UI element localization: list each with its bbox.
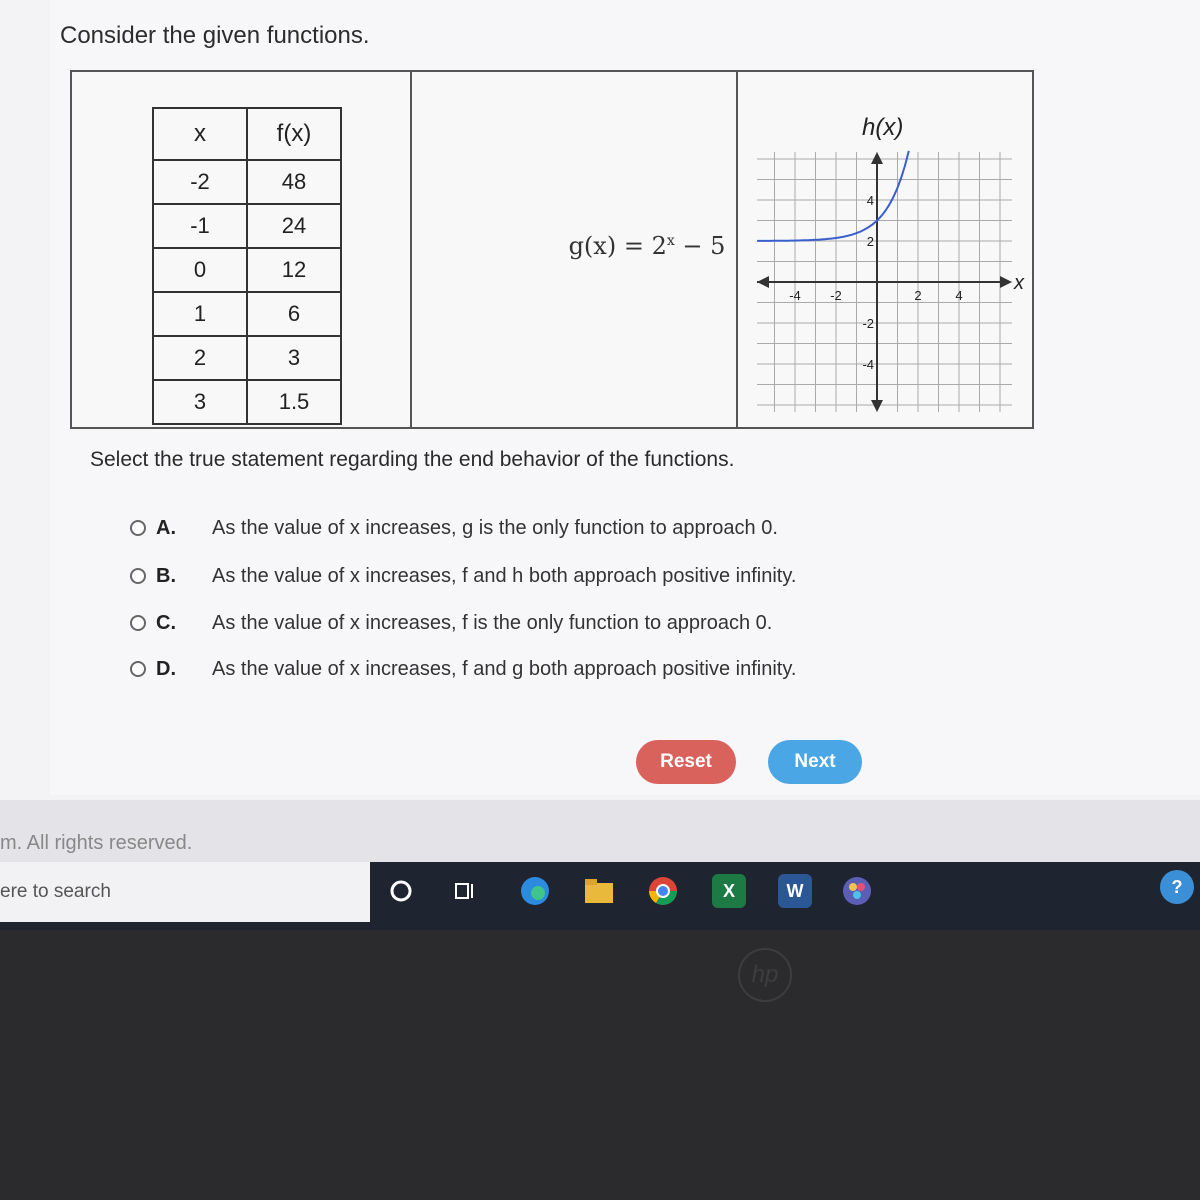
option-c[interactable]	[130, 607, 772, 639]
option-text: As the value of x increases, f and h both approach positive infinity.	[212, 564, 797, 587]
x-tick-label: 2	[914, 288, 922, 303]
option-a[interactable]	[130, 512, 778, 544]
table-header-row	[153, 108, 341, 160]
option-letter: B.	[156, 564, 176, 587]
option-b[interactable]	[130, 560, 796, 592]
x-axis-arrow-right	[1000, 276, 1012, 288]
f-table	[152, 107, 342, 425]
y-tick-label: 2	[866, 234, 874, 249]
cell: 24	[247, 204, 341, 248]
radio-button[interactable]	[130, 661, 146, 677]
file-explorer-icon[interactable]	[582, 874, 616, 908]
table-header-fx: f(x)	[247, 108, 341, 160]
question-prompt: Consider the given functions.	[60, 22, 370, 49]
table-row	[153, 380, 341, 424]
option-text: As the value of x increases, f is the only function to approach 0.	[212, 611, 773, 634]
y-axis-arrow-up	[871, 152, 883, 164]
chrome-icon[interactable]	[646, 874, 680, 908]
table-row	[153, 204, 341, 248]
option-text: As the value of x increases, f and g both approach positive infinity.	[212, 657, 797, 680]
excel-icon[interactable]: X	[712, 874, 746, 908]
taskbar	[0, 862, 1200, 930]
cell: 3	[153, 380, 247, 424]
divider	[410, 72, 412, 427]
option-d[interactable]	[130, 653, 796, 685]
g-eq: =	[623, 232, 644, 260]
h-graph	[747, 142, 1027, 422]
option-letter: C.	[156, 611, 176, 634]
radio-button[interactable]	[130, 568, 146, 584]
functions-box	[70, 70, 1034, 429]
cell: 6	[247, 292, 341, 336]
app-icon[interactable]	[840, 874, 874, 908]
graph-title: h(x)	[862, 114, 904, 141]
hp-logo: hp	[738, 948, 792, 1002]
word-icon[interactable]: W	[778, 874, 812, 908]
radio-button[interactable]	[130, 615, 146, 631]
radio-button[interactable]	[130, 520, 146, 536]
cell: 48	[247, 160, 341, 204]
edge-icon[interactable]	[518, 874, 552, 908]
copyright-text: m. All rights reserved.	[0, 832, 193, 854]
table-header-x: x	[153, 108, 247, 160]
g-lhs: g(x)	[568, 232, 617, 260]
x-tick-label: -2	[830, 288, 842, 303]
table-row	[153, 292, 341, 336]
x-tick-label: 4	[955, 288, 963, 303]
cell: -2	[153, 160, 247, 204]
x-axis-arrow-left	[757, 276, 769, 288]
y-tick-label: -4	[862, 357, 874, 372]
cell: 0	[153, 248, 247, 292]
y-axis-arrow-down	[871, 400, 883, 412]
y-tick-label: -2	[862, 316, 874, 331]
x-tick-label: -4	[789, 288, 801, 303]
g-exponent: x	[666, 233, 675, 249]
table-row	[153, 160, 341, 204]
search-placeholder: ere to search	[0, 881, 111, 902]
cell: 2	[153, 336, 247, 380]
cell: 12	[247, 248, 341, 292]
task-view-icon[interactable]	[448, 874, 482, 908]
option-letter: D.	[156, 657, 176, 680]
cell: 1	[153, 292, 247, 336]
cell: 1.5	[247, 380, 341, 424]
cell: 3	[247, 336, 341, 380]
instruction: Select the true statement regarding the end behavior of the functions.	[90, 448, 735, 471]
table-row	[153, 248, 341, 292]
g-base: 2	[651, 232, 667, 260]
reset-button[interactable]: Reset	[636, 740, 736, 784]
table-row	[153, 336, 341, 380]
taskbar-search[interactable]	[0, 862, 370, 922]
g-rest: − 5	[682, 232, 726, 260]
help-icon[interactable]: ?	[1160, 870, 1194, 904]
cortana-icon[interactable]	[384, 874, 418, 908]
option-letter: A.	[156, 516, 176, 539]
h-curve	[757, 151, 909, 241]
option-text: As the value of x increases, g is the only function to approach 0.	[212, 516, 778, 539]
cell: -1	[153, 204, 247, 248]
y-tick-label: 4	[866, 193, 874, 208]
x-axis-label: x	[1014, 272, 1024, 294]
next-button[interactable]: Next	[768, 740, 862, 784]
